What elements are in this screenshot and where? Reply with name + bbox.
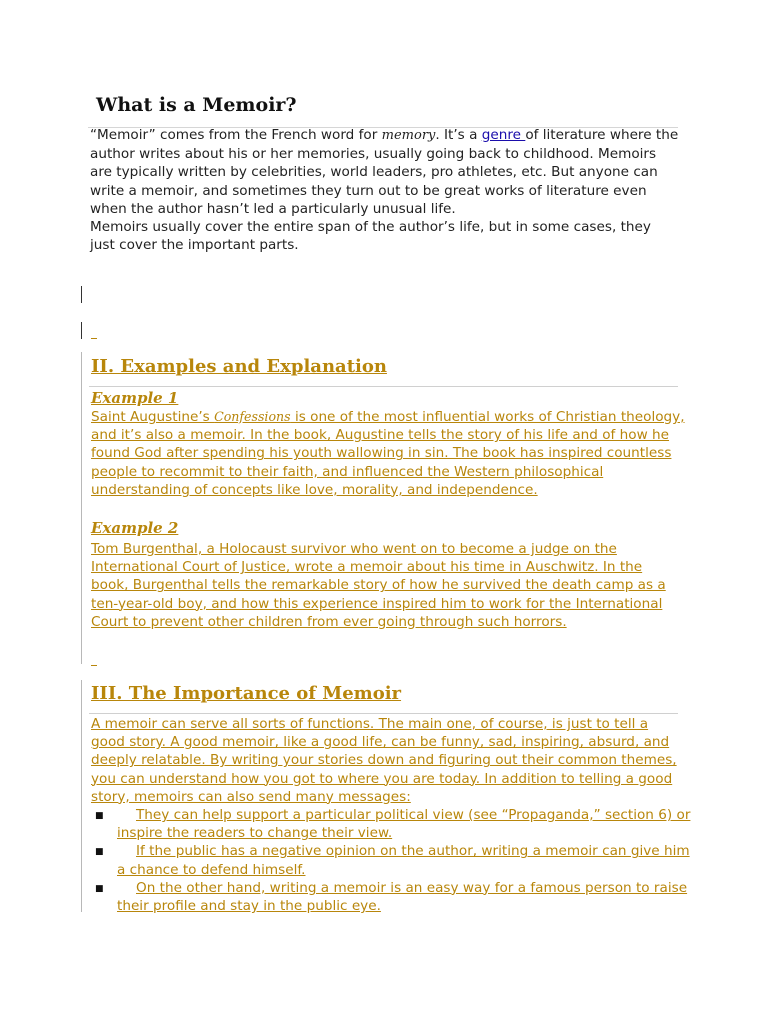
bullet-square-icon: ■ <box>95 811 104 821</box>
example-2-text[interactable]: Tom Burgenthal, a Holocaust survivor who went on to become a judge on the International Court of Justice, wrote a memoir about his time in Auschwitz. In the book, Burgenthal tells the remarkable story of how he survived the death camp as a ten-year-old boy, and how this experience inspired him to work for the International Court to prevent other children from ever going through such horrors. <box>91 541 666 630</box>
list-item-text[interactable]: On the other hand, writing a memoir is an easy way for a famous person to raise their profile and stay in the public eye. <box>117 879 688 915</box>
book-title-confessions: Confessions <box>214 409 291 424</box>
genre-link[interactable]: genre <box>481 127 526 143</box>
list-item <box>91 806 691 842</box>
bullet-square-icon: ■ <box>95 847 104 858</box>
section-3-divider <box>89 713 678 714</box>
intro-text-3: of literature where the author writes about his or her memories, usually going back to childhood. Memoirs are typically written by celebrities, world leaders, pro athletes, etc. But anyone can write a memoir, and sometimes they turn out to be great works of literature even when the author hasn’t led a particularly unusual life. <box>90 127 679 217</box>
example-1-heading[interactable]: Example 1 <box>91 389 179 407</box>
section-3-margin-bar <box>81 680 82 912</box>
section-3-heading[interactable]: III. The Importance of Memoir <box>91 683 402 704</box>
section-2-heading[interactable]: II. Examples and Explanation <box>91 356 387 377</box>
intro-paragraph-2: Memoirs usually cover the entire span of the author’s life, but in some cases, they just cover the important parts. <box>90 219 651 254</box>
list-item <box>91 842 691 878</box>
example-2-heading[interactable]: Example 2 <box>91 519 179 537</box>
page-title: What is a Memoir? <box>96 94 297 116</box>
intro-section <box>90 126 680 254</box>
section-3-text[interactable]: A memoir can serve all sorts of functions. The main one, of course, is just to tell a good story. A good memoir, like a good life, can be funny, sad, inspiring, absurd, and deeply relatable. By writing your stories down and figuring out their common themes, you can understand how you got to where you are today. In addition to telling a good story, memoirs can also send many messages: <box>91 716 677 805</box>
intro-paragraph-1 <box>90 126 680 218</box>
list-item-text[interactable]: If the public has a negative opinion on the author, writing a memoir can give him a chance to defend himself. <box>117 843 690 878</box>
list-item-text[interactable]: They can help support a particular political view (see “Propaganda,” section 6) or inspire the readers to change their view. <box>117 807 691 842</box>
text-cursor <box>81 322 82 339</box>
messages-list <box>91 806 691 915</box>
example-1-text-rest: is one of the most influential works of Christian theology, and it’s also a memoir. In the book, Augustine tells the story of his life and of how he found God after spending his youth wallowing in sin. The book has inspired countless people to recommit to their faith, and influenced the Western philosophical understanding of concepts like love, morality, and independence. <box>91 409 685 498</box>
section-2-divider <box>89 386 678 387</box>
anchor-dash <box>91 665 97 666</box>
example-1-text[interactable] <box>91 408 691 499</box>
text-cursor <box>81 286 82 303</box>
section-2-margin-bar <box>81 352 82 664</box>
anchor-dash <box>91 338 97 339</box>
example-1-text-start: Saint Augustine’s <box>91 409 215 425</box>
bullet-square-icon: ■ <box>95 883 104 894</box>
intro-text-1: “Memoir” comes from the French word for <box>90 127 382 143</box>
memory-word: memory <box>381 128 436 143</box>
list-item <box>91 879 691 915</box>
intro-text-2: . It’s a <box>435 127 482 143</box>
